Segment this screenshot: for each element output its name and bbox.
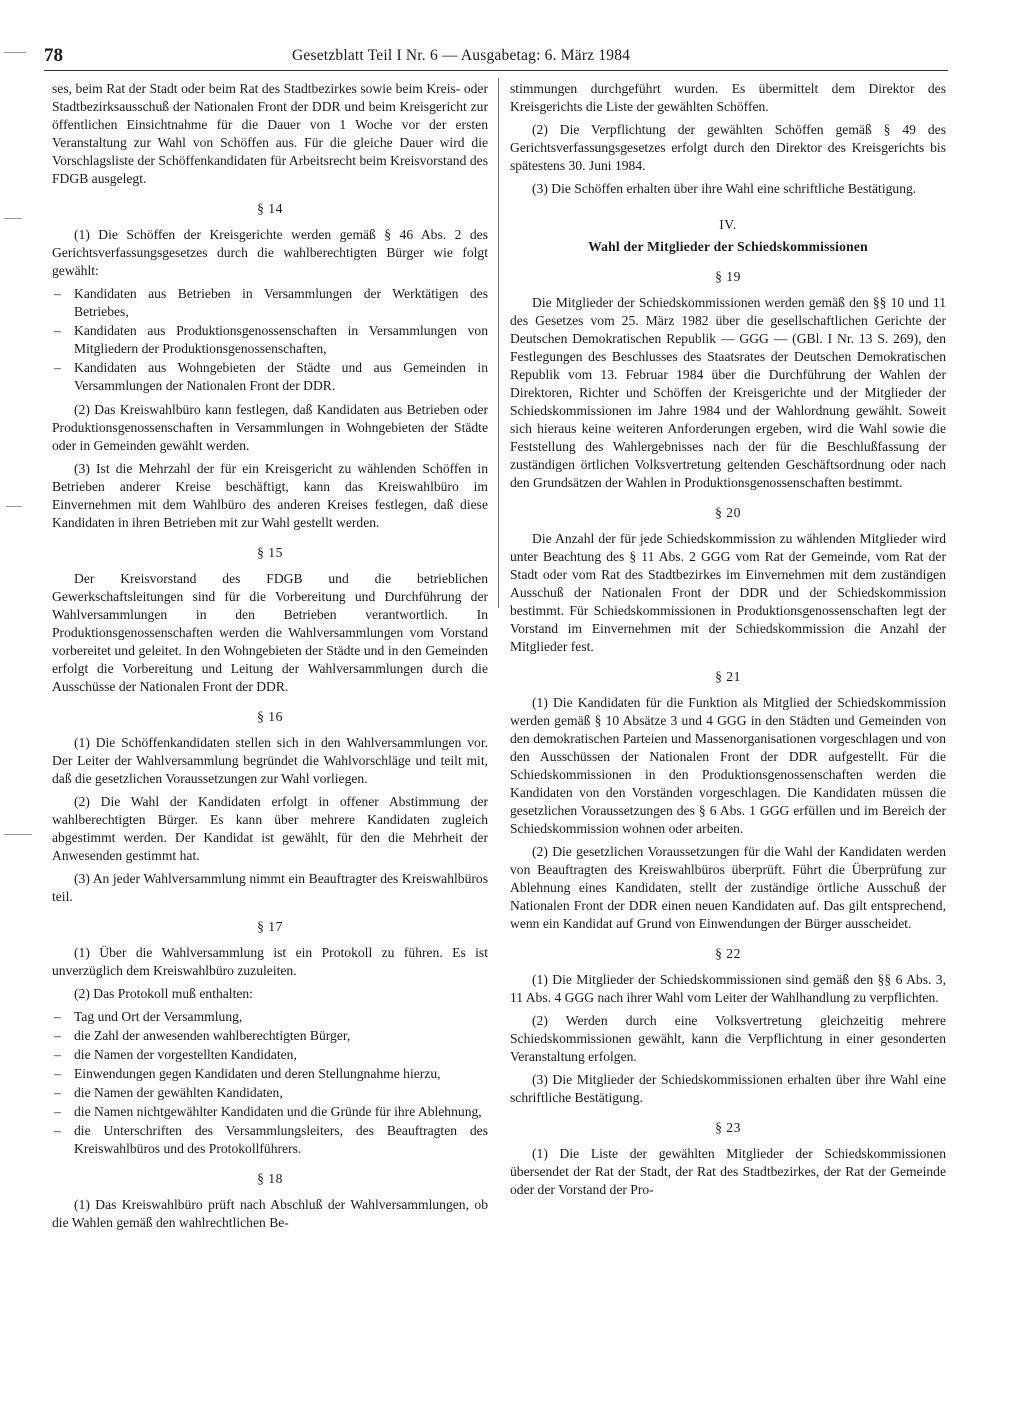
gazette-header: Gesetzblatt Teil I Nr. 6 — Ausgabetag: 6. März 1984 [292, 47, 631, 64]
list-item: – Kandidaten aus Betrieben in Versammlungen der Werktätigen des Betriebes, [52, 285, 488, 321]
s18-continuation: stimmungen durchgeführt wurden. Es übermittelt dem Direktor des Kreisgerichts die Liste der gewählten Schöffen. [510, 81, 946, 114]
section-heading-21: § 21 [715, 669, 741, 684]
s17-dash-list [52, 1008, 488, 1158]
section-heading-22: § 22 [715, 946, 741, 961]
list-item: – Tag und Ort der Versammlung, [52, 1008, 488, 1026]
page-number: 78 [44, 45, 63, 66]
s17-paragraph-1: (1) Über die Wahlversammlung ist ein Protokoll zu führen. Es ist unverzüglich dem Kreiswahlbüro zuzuleiten. [52, 945, 488, 978]
right-column [510, 80, 946, 1204]
s18-paragraph-1: (1) Das Kreiswahlbüro prüft nach Abschluß der Wahlversammlungen, ob die Wahlen gemäß den wahlrechtlichen Be- [52, 1197, 488, 1230]
s14-paragraph-3: (3) Ist die Mehrzahl der für ein Kreisgericht zu wählenden Schöffen in Betrieben anderer Kreise beschäftigt, kann das Kreiswahlbüro im Einvernehmen mit dem Wahlbüro des anderen Kreises festlegen, daß diese Kandidaten in ihren Betrieben mit zur Wahl gestellt werden. [52, 461, 488, 530]
s14-paragraph-1: (1) Die Schöffen der Kreisgerichte werden gemäß § 46 Abs. 2 des Gerichtsverfassungsgesetzes durch die wahlberechtigten Bürger wie folgt gewählt: [52, 227, 488, 278]
section-heading-19: § 19 [715, 269, 741, 284]
s17-paragraph-2: (2) Das Protokoll muß enthalten: [74, 986, 253, 1001]
s19-paragraph-1: Die Mitglieder der Schiedskommissionen werden gemäß den §§ 10 und 11 des Gesetzes vom 25. März 1982 über die gesellschaftlichen Gerichte der Deutschen Demokratischen Republik — GGG — (GBl. I Nr. 13 S. 269), den Festlegungen des Beschlusses des Staatsrates der Deutschen Demokratischen Republik vom 13. Februar 1984 über die Durchführung der Wahlen der Direktoren, Richter und Schöffen der Kreisgerichte und der Mitglieder der Schiedskommissionen im Jahre 1984 und der Wahlordnung gewählt. Soweit sich hieraus keine weiteren Anforderungen ergeben, wird die Wahl sowie die Feststellung des Wahlergebnisses nach der für die Beschlußfassung der zuständigen örtlichen Volksvertretung geltenden Geschäftsordnung oder nach den Grundsätzen der Wahlen in Produktionsgenossenschaften bestimmt. [510, 295, 946, 490]
left-column [52, 80, 488, 1237]
list-item: – die Namen der gewählten Kandidaten, [52, 1084, 488, 1102]
scan-margin-mark [6, 506, 22, 507]
s16-paragraph-3: (3) An jeder Wahlversammlung nimmt ein Beauftragter des Kreiswahlbüros teil. [52, 871, 488, 904]
list-item: – Einwendungen gegen Kandidaten und deren Stellungnahme hierzu, [52, 1065, 488, 1083]
s21-paragraph-1: (1) Die Kandidaten für die Funktion als Mitglied der Schiedskommission werden gemäß § 10 Absätze 3 und 4 GGG in den Städten und Gemeinden von den demokratischen Parteien und Massenorganisationen vorgeschlagen und von den Ausschüssen der Nationalen Front der DDR aufgestellt. Für die Schiedskommissionen in den Produktionsgenossenschaften werden die Kandidaten von den Vorständen vorgeschlagen. Die Kandidaten müssen die gesetzlichen Voraussetzungen des § 6 Abs. 1 GGG erfüllen und im Bereich der Schiedskommission wohnen oder arbeiten. [510, 695, 946, 836]
scan-margin-mark [4, 834, 32, 835]
section-heading-18: § 18 [257, 1171, 283, 1186]
s23-paragraph-1: (1) Die Liste der gewählten Mitglieder der Schiedskommissionen übersendet der Rat der Stadt, der Rat des Stadtbezirkes, der Rat der Gemeinde oder der Vorstand der Pro- [510, 1146, 946, 1197]
column-divider [498, 78, 499, 608]
paragraph-continuation: ses, beim Rat der Stadt oder beim Rat des Stadtbezirkes sowie beim Kreis- oder Stadtbezirksausschuß der Nationalen Front der DDR und beim Kreisgericht zur öffentlichen Einsichtnahme für die Dauer von 1 Woche vor der ersten Veranstaltung zur Wahl von Schöffen aus. Für die gleiche Dauer wird die Vorschlagsliste der Schöffenkandidaten für Arbeitsrecht beim Kreisvorstand des FDGB ausgelegt. [52, 81, 488, 186]
section-heading-16: § 16 [257, 709, 283, 724]
s16-paragraph-1: (1) Die Schöffenkandidaten stellen sich in den Wahlversammlungen vor. Der Leiter der Wahlversammlung begründet die Wahlvorschläge und teilt mit, daß die gesetzlichen Voraussetzungen zur Wahl vorliegen. [52, 735, 488, 786]
s18-paragraph-2: (2) Die Verpflichtung der gewählten Schöffen gemäß § 49 des Gerichtsverfassungsgesetzes erfolgt durch den Direktor des Kreisgerichts bis spätestens 30. Juni 1984. [510, 122, 946, 173]
s15-paragraph-1: Der Kreisvorstand des FDGB und die betrieblichen Gewerkschaftsleitungen sind für die Vorbereitung und Durchführung der Wahlversammlungen in den Betrieben verantwortlich. In Produktionsgenossenschaften werden die Wahlversammlungen vom Vorstand vorbereitet und geleitet. In den Wohngebieten der Städte und in den Gemeinden erfolgt die Vorbereitung und Leitung der Wahlversammlungen durch die Ausschüsse der Nationalen Front der DDR. [52, 571, 488, 694]
header-rule [44, 70, 948, 71]
s14-dash-list [52, 285, 488, 395]
s14-paragraph-2: (2) Das Kreiswahlbüro kann festlegen, daß Kandidaten aus Betrieben oder Produktionsgenossenschaften in Versammlungen in Wohngebieten der Städte oder in Gemeinden gewählt werden. [52, 402, 488, 453]
list-item: – die Namen der vorgestellten Kandidaten, [52, 1046, 488, 1064]
s22-paragraph-1: (1) Die Mitglieder der Schiedskommissionen sind gemäß den §§ 6 Abs. 3, 11 Abs. 4 GGG nach ihrer Wahl vom Leiter der Wahlhandlung zu verpflichten. [510, 972, 946, 1005]
s22-paragraph-2: (2) Werden durch eine Volksvertretung gleichzeitig mehrere Schiedskommissionen gewählt, kann die Verpflichtung in einer gesonderten Veranstaltung erfolgen. [510, 1013, 946, 1064]
part-number: IV. [719, 217, 737, 232]
list-item: – die Zahl der anwesenden wahlberechtigten Bürger, [52, 1027, 488, 1045]
section-heading-20: § 20 [715, 505, 741, 520]
list-item: – Kandidaten aus Wohngebieten der Städte und aus Gemeinden in Versammlungen der Nationalen Front der DDR. [52, 359, 488, 395]
scan-margin-mark [4, 52, 26, 53]
list-item: – die Namen nichtgewählter Kandidaten und die Gründe für ihre Ablehnung, [52, 1103, 488, 1121]
s18-paragraph-3: (3) Die Schöffen erhalten über ihre Wahl eine schriftliche Bestätigung. [532, 181, 917, 196]
part-title: Wahl der Mitglieder der Schiedskommissionen [588, 239, 868, 254]
s16-paragraph-2: (2) Die Wahl der Kandidaten erfolgt in offener Abstimmung der wahlberechtigten Bürger. Es kann über mehrere Kandidaten zugleich abgestimmt werden. Der Kandidat ist gewählt, für den die Mehrheit der Anwesenden gestimmt hat. [52, 794, 488, 863]
scan-margin-mark [4, 218, 22, 219]
list-item: – die Unterschriften des Versammlungsleiters, des Beauftragten des Kreiswahlbüros und des Protokollführers. [52, 1122, 488, 1158]
s21-paragraph-2: (2) Die gesetzlichen Voraussetzungen für die Wahl der Kandidaten werden von Beauftragten des Kreiswahlbüros überprüft. Führt die Überprüfung zur Ablehnung eines Kandidaten, stellt der zuständige örtliche Ausschuß der Nationalen Front der DDR einen neuen Kandidaten auf. Das gilt entsprechend, wenn ein Kandidat auf Grund von Einwendungen der Bürger ausscheidet. [510, 844, 946, 931]
section-heading-15: § 15 [257, 545, 283, 560]
section-heading-23: § 23 [715, 1120, 741, 1135]
section-heading-14: § 14 [257, 201, 283, 216]
section-heading-17: § 17 [257, 919, 283, 934]
s22-paragraph-3: (3) Die Mitglieder der Schiedskommissionen erhalten über ihre Wahl eine schriftliche Bestätigung. [510, 1072, 946, 1105]
s20-paragraph-1: Die Anzahl der für jede Schiedskommission zu wählenden Mitglieder wird unter Beachtung des § 11 Abs. 2 GGG vom Rat der Gemeinde, vom Rat der Stadt oder vom Rat des Stadtbezirkes im Einvernehmen mit dem zuständigen Ausschuß der Nationalen Front der DDR und der Schiedskommission bestimmt. Für Schiedskommissionen in Produktionsgenossenschaften legt der Vorstand im Einvernehmen mit der Schiedskommission die Anzahl der Mitglieder fest. [510, 531, 946, 654]
list-item: – Kandidaten aus Produktionsgenossenschaften in Versammlungen von Mitgliedern der Produktionsgenossenschaften, [52, 322, 488, 358]
